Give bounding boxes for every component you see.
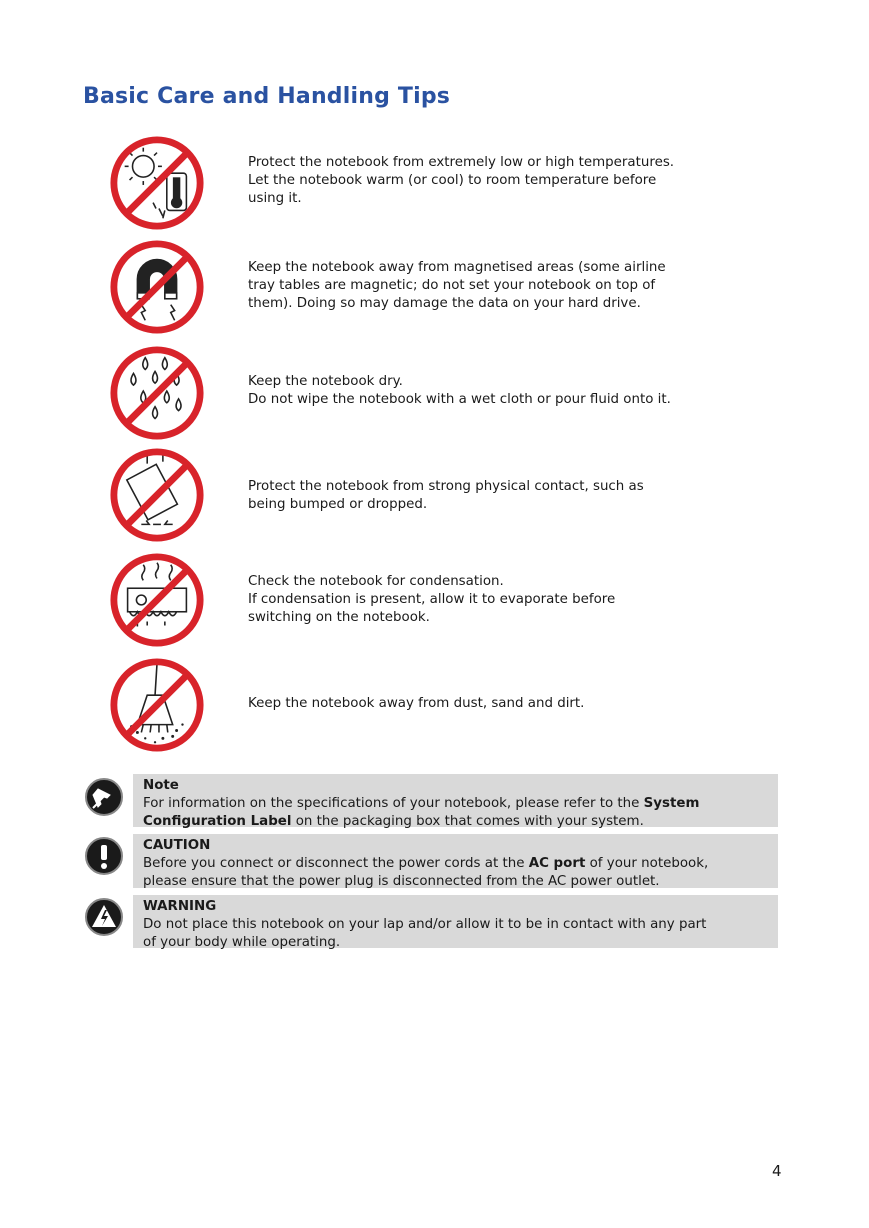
caution-text: Before you connect or disconnect the power cords at the (143, 856, 529, 871)
tip-line: Let the notebook warm (or cool) to room temperature before (248, 173, 657, 188)
no-dust-icon (108, 656, 206, 754)
caution-line-2: please ensure that the power plug is disconnected from the AC power outlet. (143, 874, 660, 889)
caution-text: of your notebook, (585, 856, 709, 871)
caution-exclamation-icon (84, 836, 124, 876)
tip-line: Keep the notebook away from magnetised areas (some airline (248, 260, 666, 275)
tip-temperature (248, 154, 728, 208)
tip-dust (248, 695, 728, 713)
no-magnet-icon (108, 238, 206, 336)
note-box (133, 774, 778, 827)
warning-lightning-icon (84, 897, 124, 937)
no-condensation-icon (108, 551, 206, 649)
tip-line: Protect the notebook from extremely low or high temperatures. (248, 155, 675, 170)
tip-condensation (248, 573, 728, 627)
note-bold-text: System (643, 796, 700, 811)
tip-line: Check the notebook for condensation. (248, 574, 504, 589)
caution-box (133, 834, 778, 888)
no-temperature-icon (108, 134, 206, 232)
page-title: Basic Care and Handling Tips (83, 84, 451, 109)
note-heading: Note (143, 778, 179, 793)
warning-box (133, 895, 778, 948)
page-number: 4 (772, 1162, 782, 1180)
warning-heading: WARNING (143, 899, 217, 914)
note-bold-text: Configuration Label (143, 814, 292, 829)
tip-line: tray tables are magnetic; do not set your notebook on top of (248, 278, 656, 293)
note-text: on the packaging box that comes with your system. (291, 814, 644, 829)
note-pin-icon (84, 777, 124, 817)
tip-line: Protect the notebook from strong physical contact, such as (248, 479, 644, 494)
tip-physical-contact (248, 478, 728, 514)
warning-line-1: Do not place this notebook on your lap and/or allow it to be in contact with any part (143, 917, 707, 932)
note-text: For information on the specifications of your notebook, please refer to the (143, 796, 644, 811)
tip-line: switching on the notebook. (248, 610, 430, 625)
tip-line: Keep the notebook away from dust, sand and dirt. (248, 696, 585, 711)
tip-line: using it. (248, 191, 302, 206)
no-water-icon (108, 344, 206, 442)
caution-bold-text: AC port (528, 856, 586, 871)
warning-line-2: of your body while operating. (143, 935, 341, 950)
note-line-2 (143, 813, 768, 831)
tip-line: being bumped or dropped. (248, 497, 428, 512)
tip-line: Do not wipe the notebook with a wet cloth or pour fluid onto it. (248, 392, 671, 407)
tip-line: If condensation is present, allow it to evaporate before (248, 592, 616, 607)
caution-line-1 (143, 855, 768, 873)
tip-line: them). Doing so may damage the data on your hard drive. (248, 296, 641, 311)
tip-magnet (248, 259, 728, 313)
tip-line: Keep the notebook dry. (248, 374, 403, 389)
caution-heading: CAUTION (143, 838, 211, 853)
tip-dry (248, 373, 728, 409)
note-line-1 (143, 795, 768, 813)
no-drop-icon (108, 446, 206, 544)
